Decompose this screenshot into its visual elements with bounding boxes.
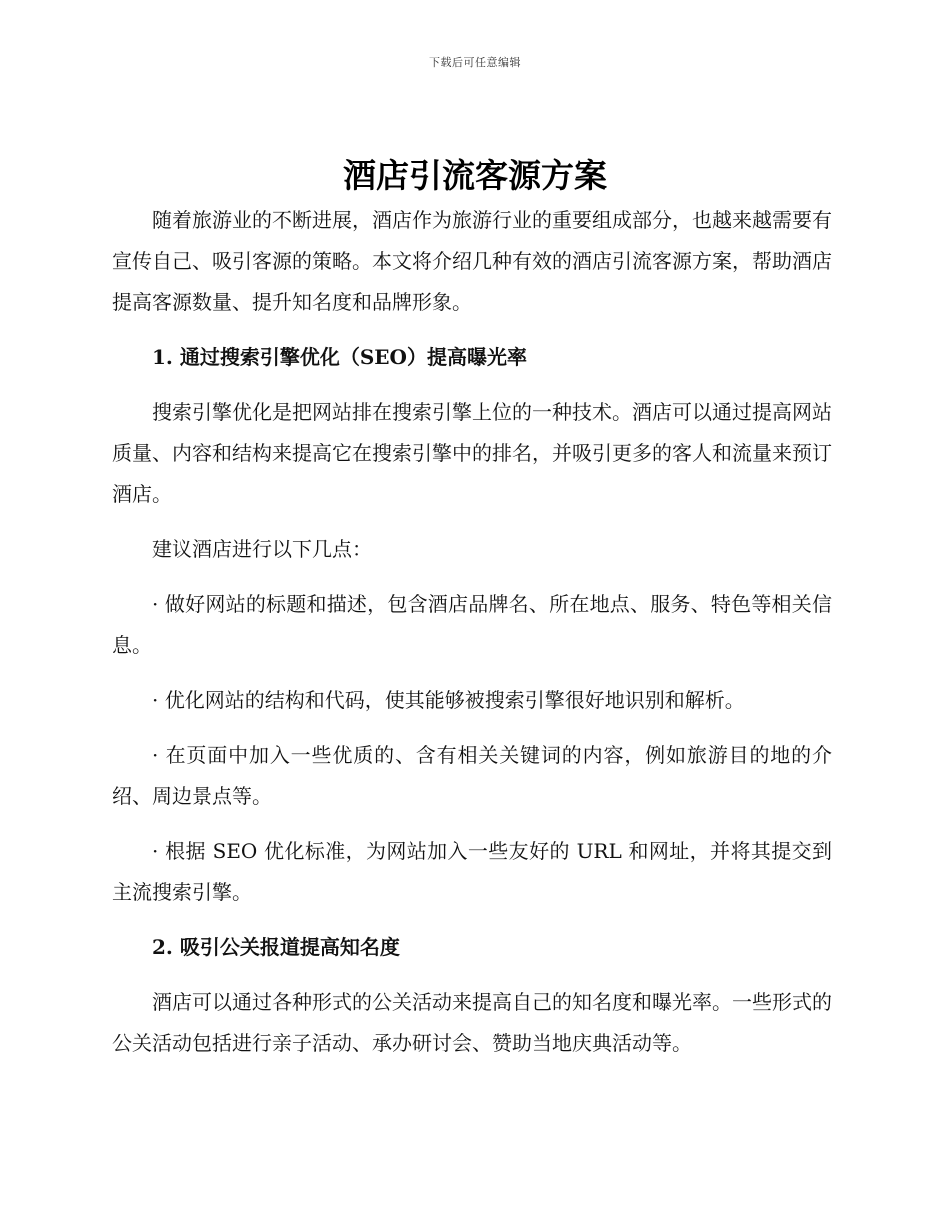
section-1-heading: 1. 通过搜索引擎优化（SEO）提高曝光率 [152, 345, 527, 369]
document-title: 酒店引流客源方案 [343, 156, 607, 195]
header-note: 下载后可任意编辑 [429, 56, 521, 69]
section-1-paragraph: 搜索引擎优化是把网站排在搜索引擎上位的一种技术。酒店可以通过提高网站质量、内容和结构来提高它在搜索引擎中的排名，并吸引更多的客人和流量来预订酒店。 [112, 400, 832, 506]
intro-paragraph: 随着旅游业的不断进展，酒店作为旅游行业的重要组成部分，也越来越需要有宣传自己、吸引客源的策略。本文将介绍几种有效的酒店引流客源方案，帮助酒店提高客源数量、提升知名度和品牌形象。 [112, 208, 832, 314]
bullet-item: · 做好网站的标题和描述，包含酒店品牌名、所在地点、服务、特色等相关信息。 [112, 592, 832, 657]
bullet-item: · 优化网站的结构和代码，使其能够被搜索引擎很好地识别和解析。 [152, 688, 745, 712]
section-1-lead: 建议酒店进行以下几点： [152, 537, 372, 561]
section-2-paragraph: 酒店可以通过各种形式的公关活动来提高自己的知名度和曝光率。一些形式的公关活动包括进行亲子活动、承办研讨会、赞助当地庆典活动等。 [112, 990, 832, 1055]
bullet-item: · 在页面中加入一些优质的、含有相关关键词的内容，例如旅游目的地的介绍、周边景点等。 [112, 743, 832, 808]
bullet-item: · 根据 SEO 优化标准，为网站加入一些友好的 URL 和网址，并将其提交到主流搜索引擎。 [112, 839, 832, 904]
document-body [112, 200, 832, 1064]
section-2-heading: 2. 吸引公关报道提高知名度 [152, 935, 400, 959]
